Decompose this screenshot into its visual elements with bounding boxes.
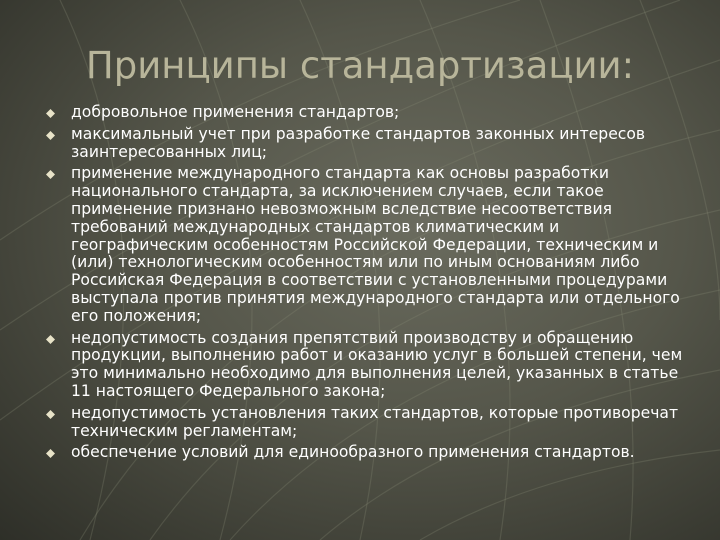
bullet-item	[44, 405, 684, 441]
bullet-text: обеспечение условий для единообразного применения стандартов.	[71, 443, 635, 462]
diamond-bullet-icon	[46, 335, 55, 344]
bullet-list	[44, 104, 684, 466]
bullet-text: максимальный учет при разработке стандартов законных интересов заинтересованных лиц;	[71, 124, 646, 161]
diamond-bullet-icon	[46, 170, 55, 179]
diamond-bullet-icon	[46, 410, 55, 419]
bullet-item	[44, 126, 684, 162]
diamond-bullet-icon	[46, 109, 55, 118]
bullet-text: добровольное применения стандартов;	[71, 103, 400, 121]
bullet-text: применение международного стандарта как основы разработки национального стандарта, за исключением случаев, если такое применение признано невозможным вследствие несоответствия требований международных стандартов климатическим и географическим особенностям Российской Федерации, техническим и (или) технологическим особенностям или по иным основаниям либо Российская Федерация в соответствии с установленными процедурами выступала против принятия международного стандарта или отдельного его положения;	[71, 164, 680, 325]
diamond-bullet-icon	[46, 131, 55, 140]
bullet-text: недопустимость установления таких стандартов, которые противоречат техническим регламентам;	[71, 403, 679, 440]
bullet-item	[44, 444, 684, 462]
bullet-item	[44, 104, 684, 122]
bullet-item	[44, 330, 684, 401]
bullet-item	[44, 165, 684, 325]
slide-title: Принципы стандартизации:	[85, 44, 635, 87]
diamond-bullet-icon	[46, 449, 55, 458]
bullet-text: недопустимость создания препятствий производству и обращению продукции, выполнению работ и оказанию услуг в большей степени, чем это минимально необходимо для выполнения целей, указанных в статье 11 настоящего Федерального закона;	[71, 328, 683, 400]
